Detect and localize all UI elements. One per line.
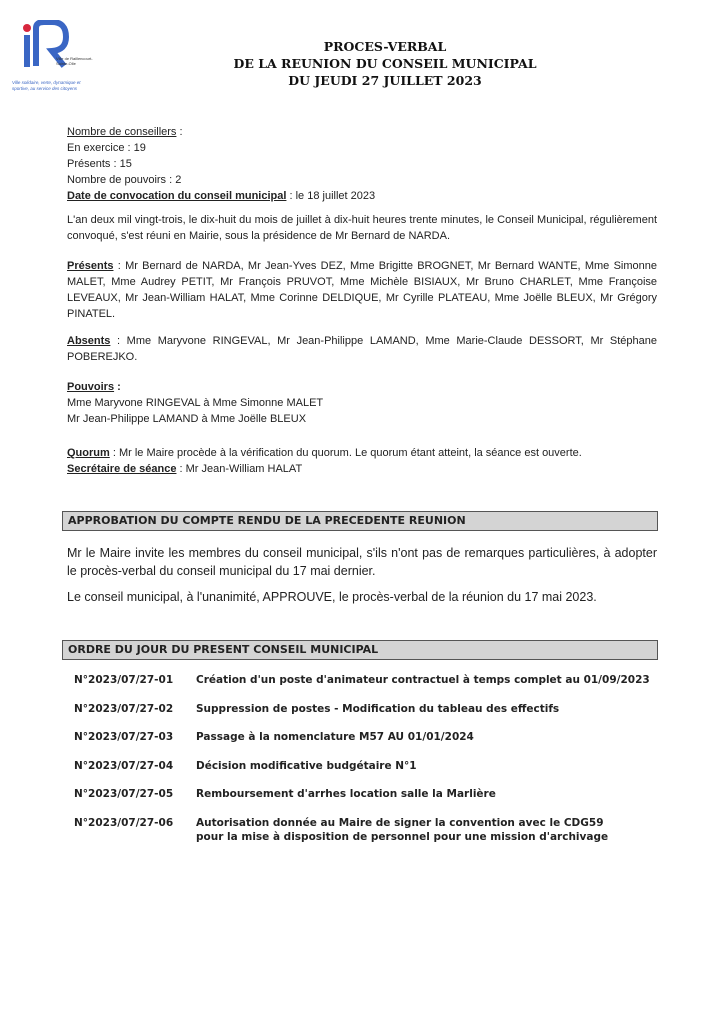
agenda-item xyxy=(74,759,664,788)
agenda-title: Création d'un poste d'animateur contractuel à temps complet au 01/09/2023 xyxy=(196,674,650,686)
approbation-paragraph-1: Mr le Maire invite les membres du conseil municipal, s'ils n'ont pas de remarques particulières, à adopter le procès-verbal du conseil municipal du 17 mai dernier. xyxy=(67,546,657,578)
intro-paragraph: L'an deux mil vingt-trois, le dix-huit du mois de juillet à dix-huit heures trente minutes, le Conseil Municipal, régulièrement convoqué, s'est réuni en Mairie, sous la présidence de Mr Bernard de NARDA. xyxy=(67,214,657,242)
absents-list: : Mme Maryvone RINGEVAL, Mr Jean-Philippe LAMAND, Mme Marie-Claude DESSORT, Mr Stéphane POBEREJKO. xyxy=(67,335,657,363)
logo-mark-icon xyxy=(18,20,74,78)
quorum-paragraph xyxy=(67,445,657,477)
agenda-title: Décision modificative budgétaire N°1 xyxy=(196,759,417,772)
presents-count: Présents : 15 xyxy=(67,158,132,170)
agenda-number: N°2023/07/27-02 xyxy=(74,702,174,715)
title-line-3: DU JEUDI 27 JUILLET 2023 xyxy=(288,73,482,88)
document-title xyxy=(200,38,570,89)
pouvoirs-paragraph xyxy=(67,379,657,427)
quorum-line xyxy=(67,445,657,461)
pouvoirs-label-sep: : xyxy=(114,381,121,393)
agenda-number: N°2023/07/27-06 xyxy=(74,816,174,829)
en-exercice: En exercice : 19 xyxy=(67,142,146,154)
council-info xyxy=(67,124,657,204)
agenda-title: Remboursement d'arrhes location salle la Marlière xyxy=(196,788,496,800)
presents-paragraph xyxy=(67,258,657,322)
title-line-2: DE LA REUNION DU CONSEIL MUNICIPAL xyxy=(233,56,537,71)
town-logo xyxy=(12,20,93,100)
convocation-label: Date de convocation du conseil municipal xyxy=(67,190,287,202)
pouvoirs-label: Pouvoirs xyxy=(67,381,115,393)
pouvoir-line-2: Mr Jean-Philippe LAMAND à Mme Joëlle BLEUX xyxy=(67,413,307,425)
presents-list: : Mr Bernard de NARDA, Mr Jean-Yves DEZ, Mme Brigitte BROGNET, Mr Bernard WANTE, Mme Simonne MALET, Mme Audrey PETIT, Mr François PRUVOT, Mme Michèle BISIAUX, Mr Bruno CHARLET, Mme Françoise LEVEAUX, Mr Jean-William HALAT, Mme Corinne DELDIQUE, Mr Cyrille PLATEAU, Mme Joëlle BLEUX, Mr Grégory PINATEL. xyxy=(67,260,657,320)
agenda-number: N°2023/07/27-01 xyxy=(74,674,174,686)
absents-label: Absents xyxy=(67,335,111,347)
secretaire-line xyxy=(67,461,657,477)
section-ordre-du-jour-header: ORDRE DU JOUR DU PRESENT CONSEIL MUNICIPAL xyxy=(62,640,658,660)
agenda-item xyxy=(74,702,664,731)
section-approbation-header: APPROBATION DU COMPTE RENDU DE LA PRECEDENTE REUNION xyxy=(62,511,658,531)
agenda-list xyxy=(74,673,664,850)
convocation-value: : le 18 juillet 2023 xyxy=(286,190,376,202)
quorum-label: Quorum xyxy=(67,447,110,459)
agenda-title: Suppression de postes - Modification du tableau des effectifs xyxy=(196,702,560,715)
agenda-item xyxy=(74,730,664,759)
agenda-item xyxy=(74,673,664,702)
pouvoirs-count: Nombre de pouvoirs : 2 xyxy=(67,174,182,186)
pouvoirs-heading xyxy=(67,379,657,395)
agenda-title: Autorisation donnée au Maire de signer la convention avec le CDG59 pour la mise à disposition de personnel pour une mission d'archivage xyxy=(196,816,609,843)
agenda-number: N°2023/07/27-04 xyxy=(74,759,174,772)
quorum-text: : Mr le Maire procède à la vérification du quorum. Le quorum étant atteint, la séance est ouverte. xyxy=(109,447,582,459)
secretaire-value: : Mr Jean-William HALAT xyxy=(176,463,303,475)
agenda-item xyxy=(74,787,664,816)
convocation-line xyxy=(67,188,657,204)
nombre-conseillers xyxy=(67,124,657,140)
approbation-paragraph-2: Le conseil municipal, à l'unanimité, APPROUVE, le procès-verbal de la réunion du 17 mai 2023. xyxy=(67,590,597,604)
title-line-1: PROCES-VERBAL xyxy=(323,39,447,54)
agenda-number: N°2023/07/27-03 xyxy=(74,731,174,743)
nombre-label: Nombre de conseillers xyxy=(67,126,177,138)
agenda-item xyxy=(74,816,664,850)
agenda-number: N°2023/07/27-05 xyxy=(74,788,174,800)
logo-tagline: Ville solidaire, verte, dynamique et sportive, au service des citoyens xyxy=(12,80,81,91)
secretaire-label: Secrétaire de séance xyxy=(67,463,177,475)
agenda-title: Passage à la nomenclature M57 AU 01/01/2024 xyxy=(196,731,474,743)
logo-town-name: Ville de Raillencourt-Sainte-Olle xyxy=(56,56,93,66)
presents-label: Présents xyxy=(67,260,114,272)
pouvoir-line-1: Mme Maryvone RINGEVAL à Mme Simonne MALET xyxy=(67,397,324,409)
nombre-sep: : xyxy=(176,126,183,138)
absents-paragraph xyxy=(67,333,657,365)
